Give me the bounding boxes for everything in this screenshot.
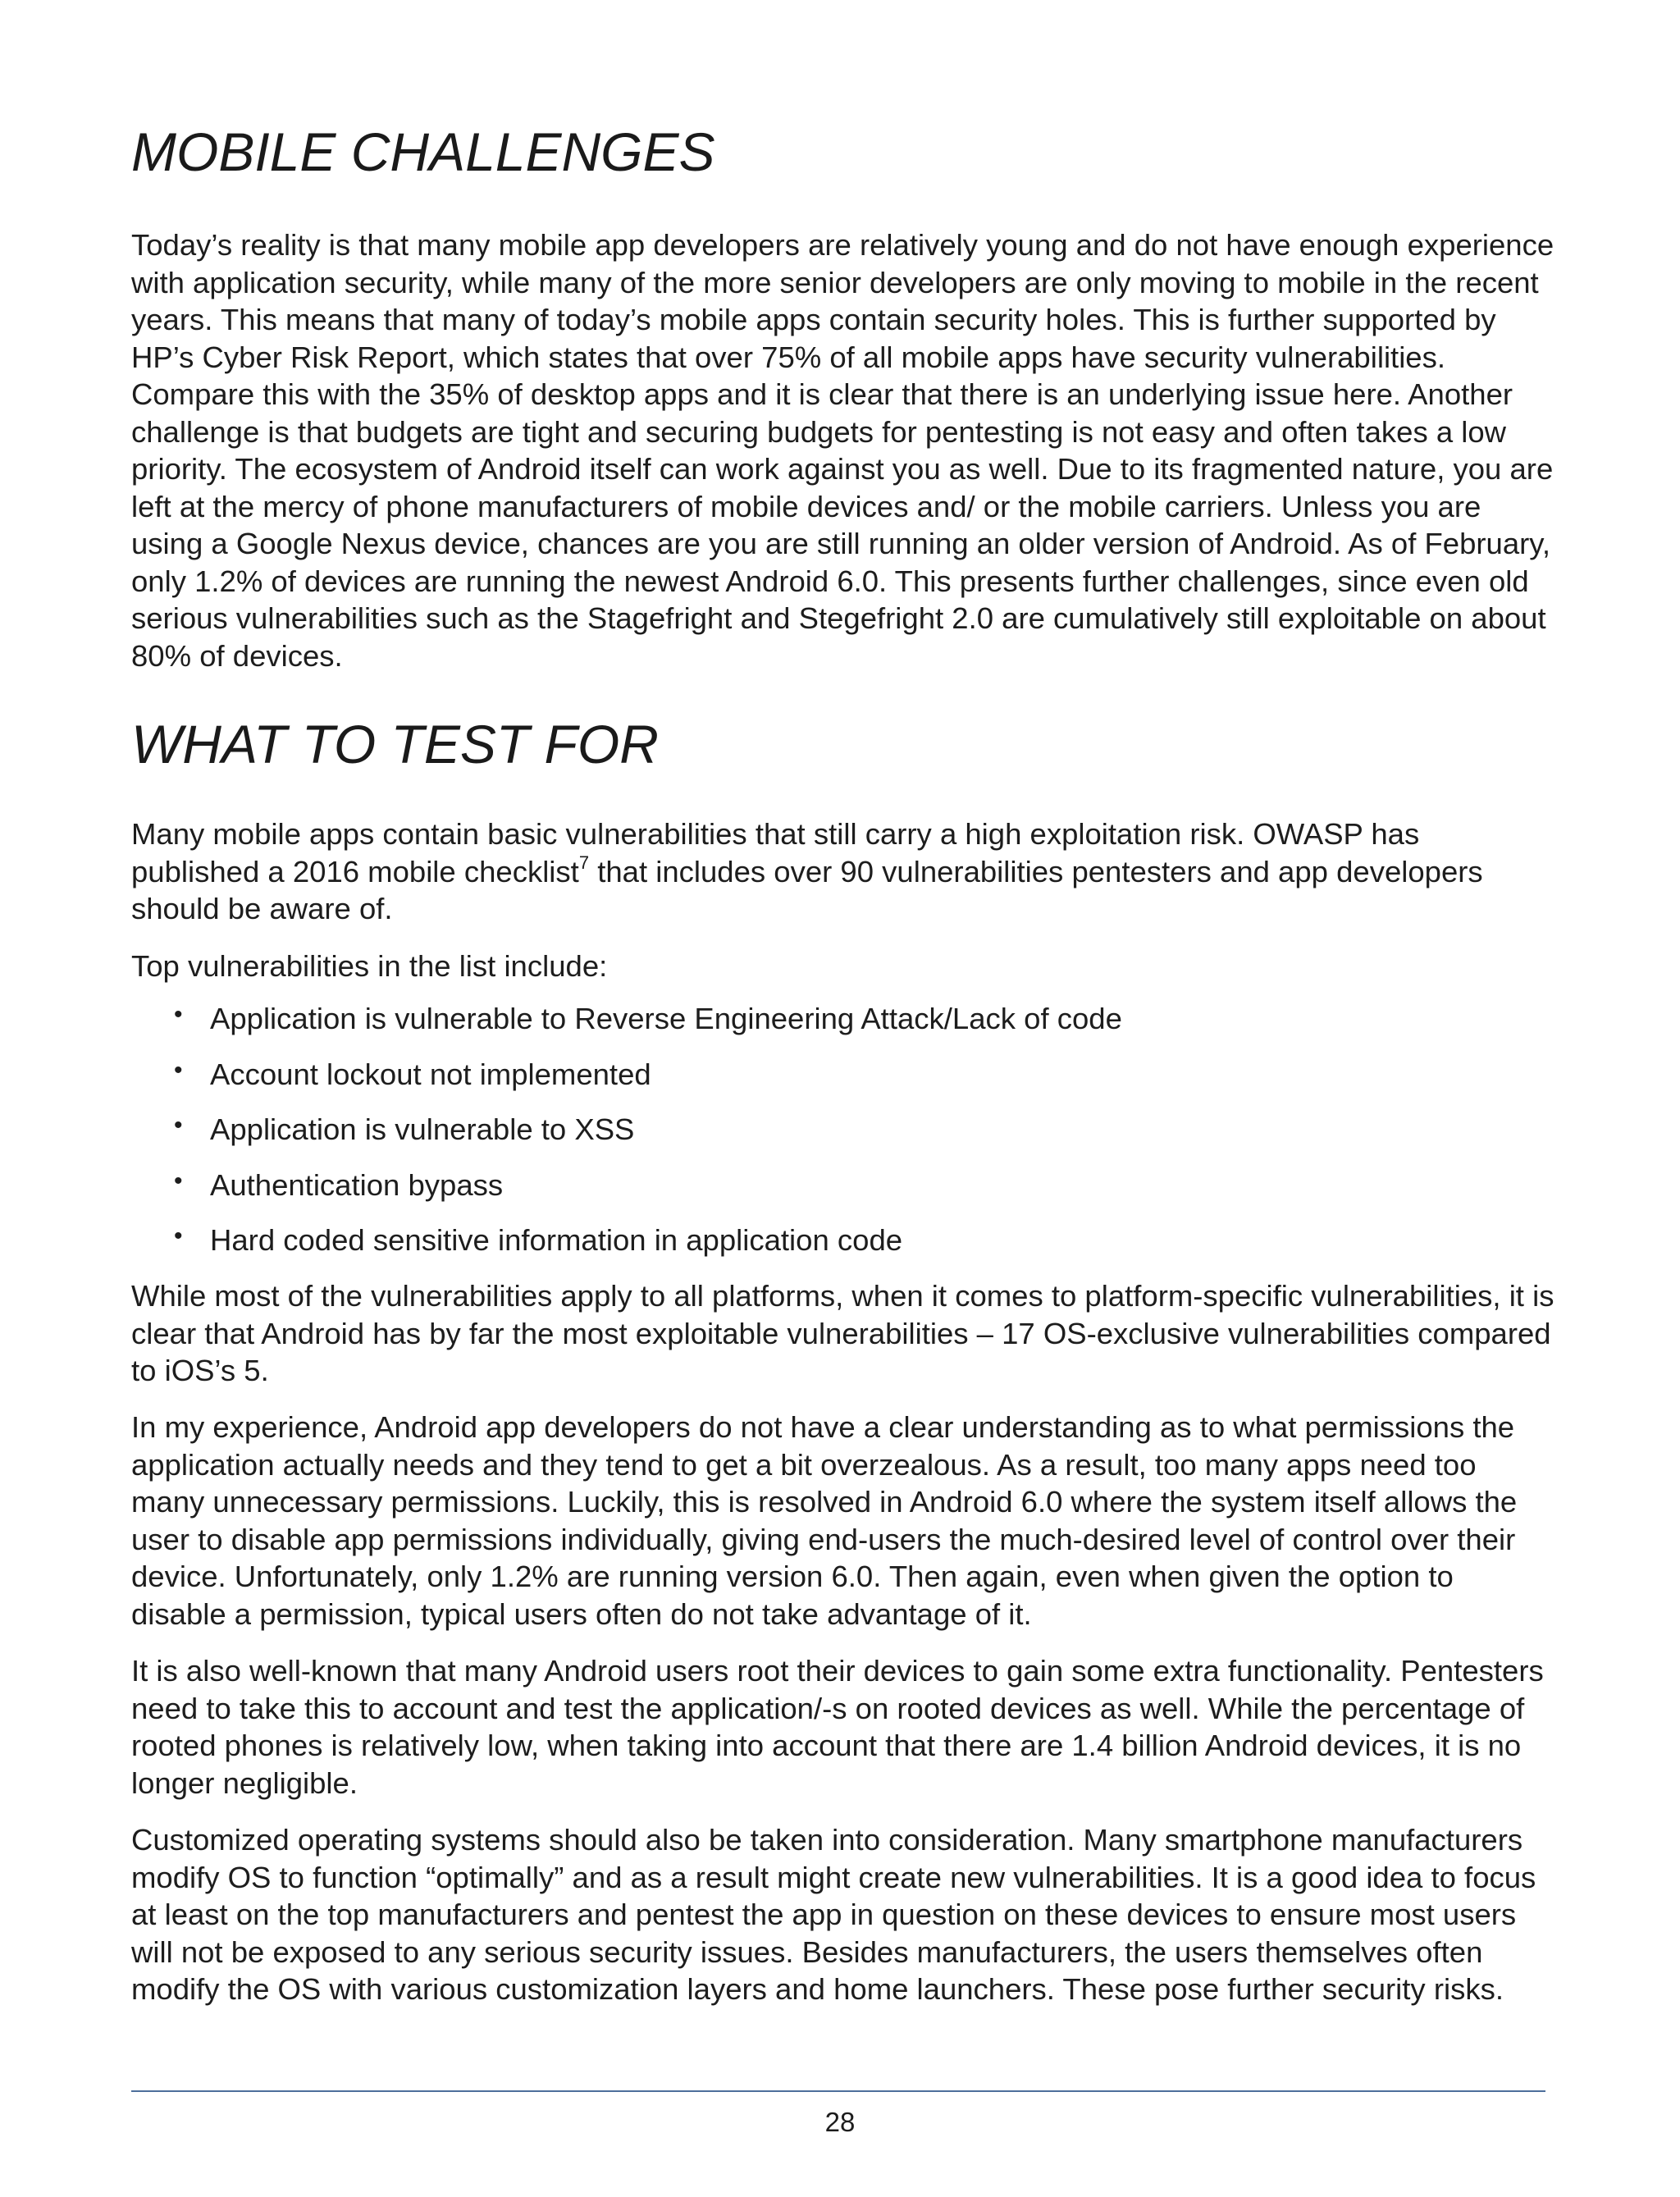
list-item-text: Application is vulnerable to XSS: [210, 1112, 635, 1146]
list-item-text: Application is vulnerable to Reverse Engineering Attack/Lack of code: [210, 1002, 1122, 1035]
bullet-icon: •: [174, 1001, 183, 1028]
paragraph-owasp-checklist: [131, 815, 1555, 928]
list-item: [131, 1222, 1555, 1277]
list-item: [131, 1111, 1555, 1167]
owasp-text-after: that includes over 90 vulnerabilities pentesters and app developers should be aware of.: [131, 854, 1483, 925]
heading-mobile-challenges: MOBILE CHALLENGES: [131, 121, 715, 182]
paragraph-customized-os: Customized operating systems should also be taken into consideration. Many smartphone manufacturers modify OS to function “optimally” and as a result might create new vulnerabilities. It is a good idea to focus at least on the top manufacturers and pentest the app in question on these devices to ensure most users will not be exposed to any serious security issues. Besides manufacturers, the users themselves often modify the OS with various customization layers and home launchers. These pose further security risks.: [131, 1823, 1536, 2006]
owasp-text-before: Many mobile apps contain basic vulnerabilities that still carry a high exploitation risk. OWASP has published a 2016 mobile checklist: [131, 817, 1420, 888]
bullet-icon: •: [174, 1222, 183, 1249]
heading-what-to-test-for: WHAT TO TEST FOR: [131, 714, 659, 774]
paragraph-top-vulnerabilities-intro: Top vulnerabilities in the list include:: [131, 949, 608, 983]
paragraph-rooted-devices: It is also well-known that many Android users root their devices to gain some extra functionality. Pentesters need to take this to account and test the application/-s on rooted devices as well. While the percentage of rooted phones is relatively low, when taking into account that there are 1.4 billion Android devices, it is no longer negligible.: [131, 1654, 1544, 1800]
list-item-text: Hard coded sensitive information in application code: [210, 1223, 903, 1257]
list-item-text: Authentication bypass: [210, 1167, 504, 1202]
vulnerability-list: [131, 1000, 1555, 1277]
paragraph-platform-vulnerabilities: While most of the vulnerabilities apply to all platforms, when it comes to platform-specific vulnerabilities, it is clear that Android has by far the most exploitable vulnerabilities – 17 OS-exclusive vulnerabilities compared to iOS’s 5.: [131, 1279, 1554, 1387]
list-item: [131, 1167, 1555, 1222]
bullet-icon: •: [174, 1056, 183, 1084]
paragraph-mobile-challenges: Today’s reality is that many mobile app developers are relatively young and do not have enough experience with application security, while many of the more senior developers are only moving to mobile in the recent years. This means that many of today’s mobile apps contain security holes. This is further supported by HP’s Cyber Risk Report, which states that over 75% of all mobile apps have security vulnerabilities. Compare this with the 35% of desktop apps and it is clear that there is an underlying issue here. Another challenge is that budgets are tight and securing budgets for pentesting is not easy and often takes a low priority. The ecosystem of Android itself can work against you as well. Due to its fragmented nature, you are left at the mercy of phone manufacturers of mobile devices and/ or the mobile carriers. Unless you are using a Google Nexus device, chances are you are still running an older version of Android. As of February, only 1.2% of devices are running the newest Android 6.0. This presents further challenges, since even old serious vulnerabilities such as the Stagefright and Stegefright 2.0 are cumulatively still exploitable on about 80% of devices.: [131, 228, 1554, 673]
footnote-marker: 7: [578, 852, 590, 874]
list-item: [131, 1056, 1555, 1112]
bullet-icon: •: [174, 1167, 183, 1194]
bullet-icon: •: [174, 1112, 183, 1139]
page-number: 28: [824, 2107, 856, 2137]
list-item: [131, 1000, 1555, 1056]
list-item-text: Account lockout not implemented: [210, 1057, 651, 1091]
footer-divider: [131, 2090, 1545, 2092]
paragraph-permissions: In my experience, Android app developers do not have a clear understanding as to what permissions the application actually needs and they tend to get a bit overzealous. As a result, too many apps need too many unnecessary permissions. Luckily, this is resolved in Android 6.0 where the system itself allows the user to disable app permissions individually, giving end-users the much-desired level of control over their device. Unfortunately, only 1.2% are running version 6.0. Then again, even when given the option to disable a permission, typical users often do not take advantage of it.: [131, 1410, 1518, 1631]
